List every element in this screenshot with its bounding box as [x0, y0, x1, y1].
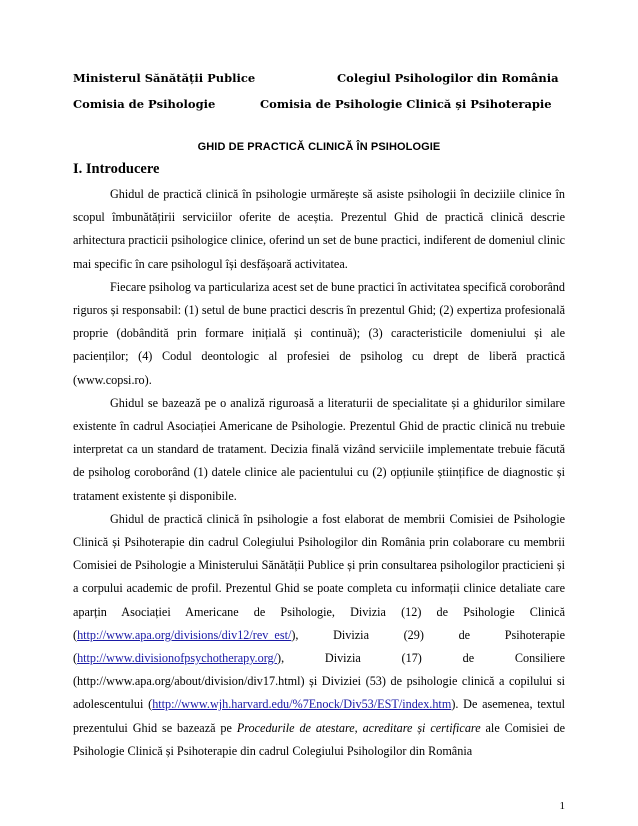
document-title: GHID DE PRACTICĂ CLINICĂ ÎN PSIHOLOGIE	[197, 141, 441, 153]
paragraph-4	[73, 508, 565, 763]
paragraph-3: Ghidul se bazează pe o analiză riguroasă a literaturii de specialitate și a ghidurilor similare existente în cadrul Asociației Americane de Psihologie. Prezentul Ghid de practic clinică nu trebuie interpretat ca un standard de tratament. Decizia finală vizând serviciile implementate trebuie făcută de psiholog coroborând (1) datele clinice ale pacientului cu (2) opțiunile științifice de diagnostic și tratament existente și disponibile.	[73, 395, 565, 503]
link-harvard-div53[interactable]: http://www.wjh.harvard.edu/%7Enock/Div53/EST/index.htm	[152, 697, 452, 712]
paragraph-4-text-4: ). De asemenea, textul prezentului Ghid se bazează pe	[73, 697, 565, 735]
paragraph-4-text-3: ), Divizia (17) de Consiliere (http://www.apa.org/about/division/div17.html) și Diviziei (53) de psihologie clinică a copilului si adolescentului (	[73, 651, 565, 712]
link-division-psychotherapy[interactable]: http://www.divisionofpsychotherapy.org/	[77, 651, 278, 666]
paragraph-4-text-2: ), Divizia (29) de Psihoterapie (	[73, 627, 565, 666]
page-number: 1	[559, 800, 565, 812]
paragraph-4-text-1: Ghidul de practică clinică în psihologie a fost elaborat de membrii Comisiei de Psihologie Clinică și Psihoterapie din cadrul Colegiului Psihologilor din România prin colaborare cu membrii Comisiei de Psihologie a Ministerului Sănătății Publice și prin consultarea psihologilor practicieni și a corpului academic de profil. Prezentul Ghid se poate completa cu informații clinice detaliate care aparțin Asociației Americane de Psihologie, Divizia (12) de Psihologie Clinică (	[73, 511, 565, 642]
paragraph-1: Ghidul de practică clinică în psihologie urmărește să asiste psihologii în deciziile clinice în scopul îmbunătățirii serviciilor oferite de aceștia. Prezentul Ghid de practică clinică descrie arhitectura practicii psihologice clinice, oferind un set de bune practici, indiferent de domeniul clinic mai specific în care psihologul își desfășoară activitatea.	[73, 187, 565, 271]
body-text	[73, 183, 565, 763]
link-apa-div12[interactable]: http://www.apa.org/divisions/div12/rev_est/	[77, 627, 292, 642]
header-commission: Comisia de Psihologie	[73, 97, 216, 111]
header-college: Colegiul Psihologilor din România	[337, 71, 559, 85]
header-ministry: Ministerul Sănătății Publice	[73, 71, 256, 85]
header-clinical-commission: Comisia de Psihologie Clinică și Psihoterapie	[260, 97, 552, 111]
paragraph-2: Fiecare psiholog va particulariza acest set de bune practici în activitatea specifică coroborând riguros și responsabil: (1) setul de bune practici descris în prezentul Ghid; (2) expertiza profesională proprie (dobândită prin formare inițială și continuă); (3) caracteristicile domeniului și ale pacienților; (4) Codul deontologic al profesiei de psiholog cu drept de liberă practică (www.copsi.ro).	[73, 279, 565, 387]
paragraph-4-text-5: ale Comisiei de Psihologie Clinică și Psihoterapie din cadrul Colegiului Psihologilor din România	[73, 720, 566, 758]
section-heading: I. Introducere	[73, 161, 160, 177]
procedures-title: Procedurile de atestare, acreditare și certificare	[236, 720, 481, 735]
